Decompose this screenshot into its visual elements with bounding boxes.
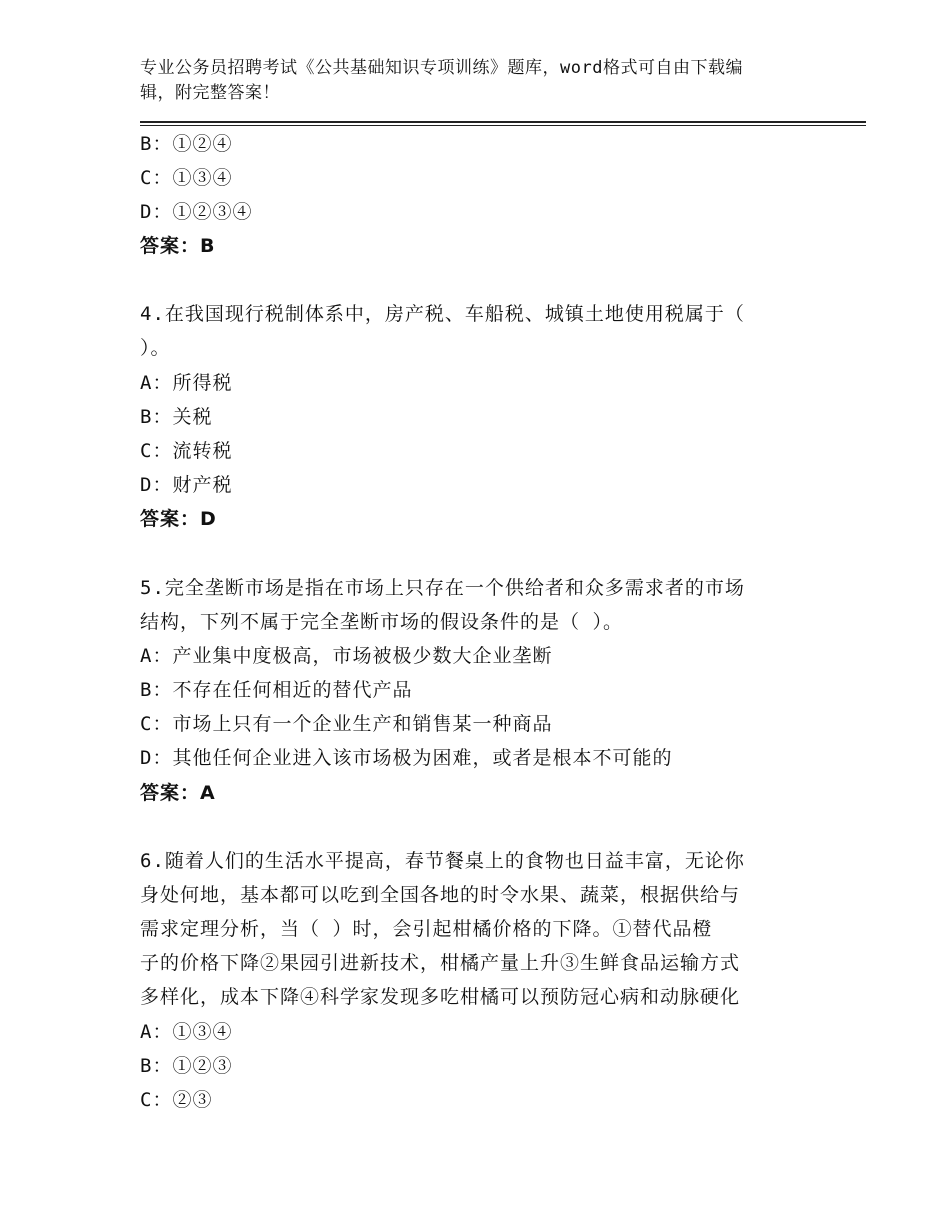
q4-answer: 答案：D [140, 508, 217, 530]
q5-option-a: A：产业集中度极高，市场被极少数大企业垄断 [140, 645, 553, 667]
q6-stem-line-4: 子的价格下降②果园引进新技术，柑橘产量上升③生鲜食品运输方式 [140, 952, 741, 974]
q4-option-c: C：流转税 [140, 440, 233, 462]
q5-stem-line-1: 5.完全垄断市场是指在市场上只存在一个供给者和众多需求者的市场 [140, 577, 745, 599]
q6-option-c: C：②③ [140, 1089, 213, 1111]
header-line-1: 专业公务员招聘考试《公共基础知识专项训练》题库，word格式可自由下载编 [140, 58, 743, 78]
q4-option-d: D：财产税 [140, 474, 233, 496]
q5-stem-line-2: 结构，下列不属于完全垄断市场的假设条件的是（ ）。 [140, 611, 623, 633]
q6-stem-line-2: 身处何地，基本都可以吃到全国各地的时令水果、蔬菜，根据供给与 [140, 884, 741, 906]
q4-stem-line-2: ）。 [140, 337, 171, 359]
q5-option-d: D：其他任何企业进入该市场极为困难，或者是根本不可能的 [140, 747, 673, 769]
q3-option-d: D：①②③④ [140, 201, 253, 223]
q3-option-c: C：①③④ [140, 167, 233, 189]
q3-answer: 答案：B [140, 235, 216, 257]
page-header [140, 56, 790, 106]
q5-option-c: C：市场上只有一个企业生产和销售某一种商品 [140, 713, 553, 735]
q4-option-b: B：关税 [140, 406, 213, 428]
q6-stem-line-3: 需求定理分析，当（ ）时，会引起柑橘价格的下降。①替代品橙 [140, 918, 713, 940]
q5-option-b: B：不存在任何相近的替代产品 [140, 679, 413, 701]
q6-option-a: A：①③④ [140, 1021, 233, 1043]
q6-stem-line-5: 多样化，成本下降④科学家发现多吃柑橘可以预防冠心病和动脉硬化 [140, 986, 741, 1008]
header-rule-thin [140, 125, 866, 126]
q5-answer: 答案：A [140, 782, 216, 804]
q4-stem-line-1: 4.在我国现行税制体系中，房产税、车船税、城镇土地使用税属于（ [140, 303, 745, 325]
header-line-2: 辑，附完整答案！ [140, 83, 280, 103]
q4-option-a: A：所得税 [140, 372, 233, 394]
q6-option-b: B：①②③ [140, 1055, 233, 1077]
q3-option-b: B：①②④ [140, 133, 233, 155]
header-rule-thick [140, 121, 866, 123]
q6-stem-line-1: 6.随着人们的生活水平提高，春节餐桌上的食物也日益丰富，无论你 [140, 850, 745, 872]
